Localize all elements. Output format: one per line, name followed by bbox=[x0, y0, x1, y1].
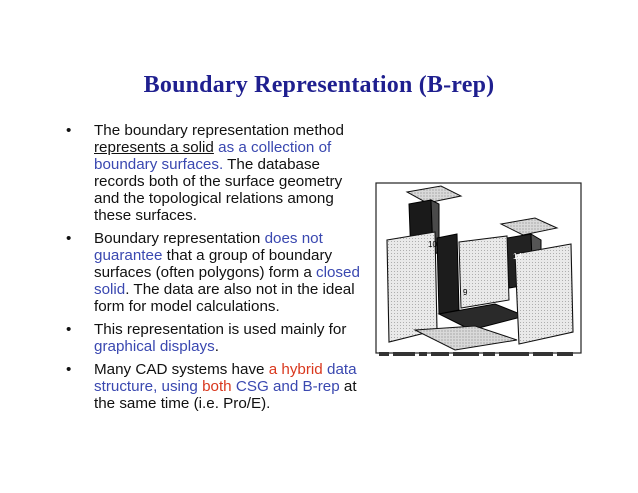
figure-caption-fragment bbox=[379, 351, 575, 357]
face-label: 10 bbox=[428, 240, 437, 249]
bullet-text: . The data are also not in the ideal form for model calculations. bbox=[94, 281, 355, 315]
highlight-blue-text: data structure, using bbox=[94, 361, 357, 395]
bullet-item bbox=[66, 361, 366, 412]
highlight-blue-text: closed solid bbox=[94, 264, 360, 298]
bullet-text: The database records both of the surface geometry and the topological relations among these surfaces. bbox=[94, 156, 343, 224]
top-face-left bbox=[407, 186, 461, 203]
base-face bbox=[415, 326, 517, 350]
inner-slot-face bbox=[437, 234, 459, 314]
highlight-blue-text: graphical displays bbox=[94, 338, 215, 355]
bullet-marker: • bbox=[66, 122, 72, 139]
bullet-text: The boundary representation method bbox=[94, 122, 344, 139]
highlight-red-text: both bbox=[202, 378, 232, 395]
slide-title: Boundary Representation (B-rep) bbox=[143, 72, 495, 98]
bullet-marker: • bbox=[66, 361, 72, 378]
bullet-marker: • bbox=[66, 230, 72, 247]
bullet-marker: • bbox=[66, 321, 72, 338]
bullet-item bbox=[66, 122, 366, 224]
bullet-text: Boundary representation bbox=[94, 230, 265, 247]
left-face-panel bbox=[387, 232, 437, 342]
top-face-right bbox=[501, 218, 557, 235]
bullet-text: at the same time (i.e. Pro/E). bbox=[94, 378, 357, 412]
right-face-panel bbox=[515, 244, 573, 344]
bullet-item bbox=[66, 321, 366, 355]
highlight-red-text: a hybrid bbox=[268, 361, 323, 378]
bullet-item bbox=[66, 230, 366, 315]
bullet-text: that a group of boundary surfaces (often polygons) form a bbox=[94, 247, 333, 281]
back-wall-face bbox=[459, 236, 509, 308]
highlight-blue-text: CSG and B-rep bbox=[231, 378, 340, 395]
bullet-text: This representation is used mainly for bbox=[94, 321, 347, 338]
highlight-blue-text: as a collection of boundary surfaces. bbox=[94, 139, 332, 173]
underlined-text: represents a solid bbox=[94, 139, 214, 156]
bullet-text: Many CAD systems have bbox=[94, 361, 269, 378]
face-label: 9 bbox=[463, 288, 468, 297]
bullet-list bbox=[66, 122, 366, 418]
brep-exploded-solid-figure bbox=[375, 180, 583, 358]
face-label: 14 bbox=[513, 252, 522, 261]
highlight-blue-text: does not guarantee bbox=[94, 230, 323, 264]
bullet-text: . bbox=[214, 338, 219, 355]
